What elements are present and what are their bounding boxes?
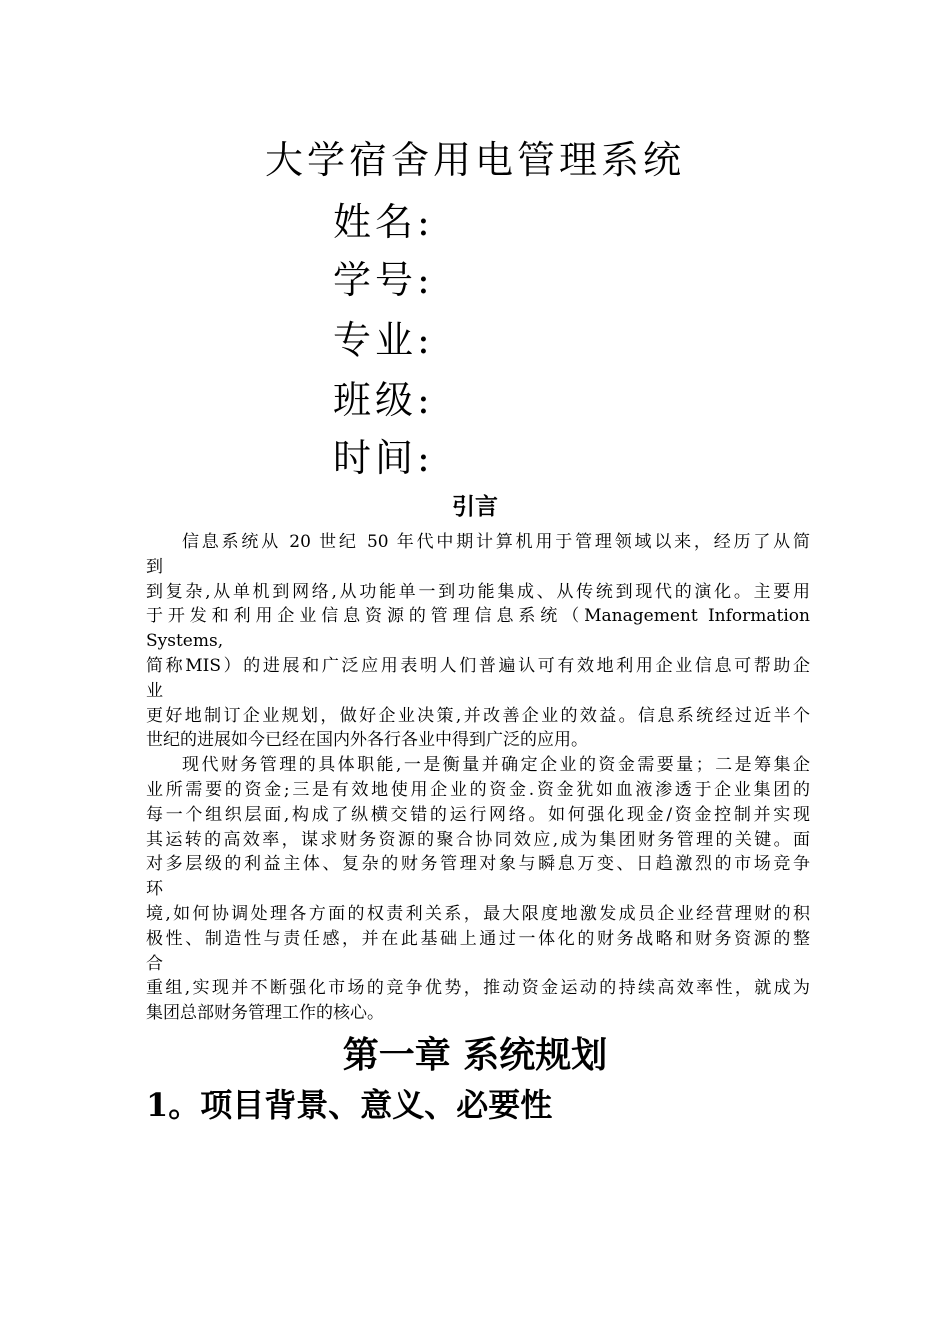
text-line: 到复杂,从单机到网络,从功能单一到功能集成、从传统到现代的演化。主要用 (146, 581, 810, 602)
document-title: 大学宿舍用电管理系统 (264, 138, 685, 182)
text-line: 集团总部财务管理工作的核心。 (146, 1003, 384, 1024)
text-line: 环 (146, 879, 163, 900)
text-line: 业 (146, 680, 163, 701)
text-line: 于开发和利用企业信息资源的管理信息系统（Management Information (146, 606, 810, 627)
text-line: 境,如何协调处理各方面的权责利关系，最大限度地激发成员企业经营理财的积 (146, 903, 810, 924)
text-line: 重组,实现并不断强化市场的竞争优势，推动资金运动的持续高效率性，就成为 (146, 978, 810, 999)
text-line: 更好地制订企业规划，做好企业决策,并改善企业的效益。信息系统经过近半个 (146, 705, 810, 726)
text-line: 现代财务管理的具体职能,一是衡量并确定企业的资金需要量；二是筹集企 (182, 755, 810, 776)
text-line: 到 (146, 556, 163, 577)
text-line: 每一个组织层面,构成了纵横交错的运行网络。如何强化现金/资金控制并实现 (146, 804, 810, 825)
field-date-label: 时间: (333, 436, 434, 480)
chapter-heading: 第一章 系统规划 (342, 1034, 608, 1076)
field-class-label: 班级: (333, 378, 434, 422)
text-line: 世纪的进展如今已经在国内外各行各业中得到广泛的应用。 (146, 730, 588, 751)
section-heading: 1。项目背景、意义、必要性 (146, 1086, 553, 1124)
text-line: 极性、制造性与责任感，并在此基础上通过一体化的财务战略和财务资源的整 (146, 928, 810, 949)
preface-body (146, 530, 810, 1026)
text-line: 业所需要的资金;三是有效地使用企业的资金.资金犹如血液渗透于企业集团的 (146, 779, 810, 800)
text-line: 简称MIS）的进展和广泛应用表明人们普遍认可有效地利用企业信息可帮助企 (146, 655, 810, 676)
field-name-label: 姓名: (333, 200, 434, 244)
text-line: Systems, (146, 631, 224, 652)
text-line: 对多层级的利益主体、复杂的财务管理对象与瞬息万变、日趋激烈的市场竞争 (146, 854, 810, 875)
field-major-label: 专业: (333, 318, 434, 362)
text-line: 其运转的高效率，谋求财务资源的聚合协同效应,成为集团财务管理的关键。面 (146, 829, 810, 850)
preface-heading: 引言 (452, 494, 498, 520)
text-line: 合 (146, 953, 163, 974)
text-line: 信息系统从 20 世纪 50 年代中期计算机用于管理领域以来，经历了从简 (182, 532, 810, 552)
field-student-id-label: 学号: (333, 258, 434, 302)
